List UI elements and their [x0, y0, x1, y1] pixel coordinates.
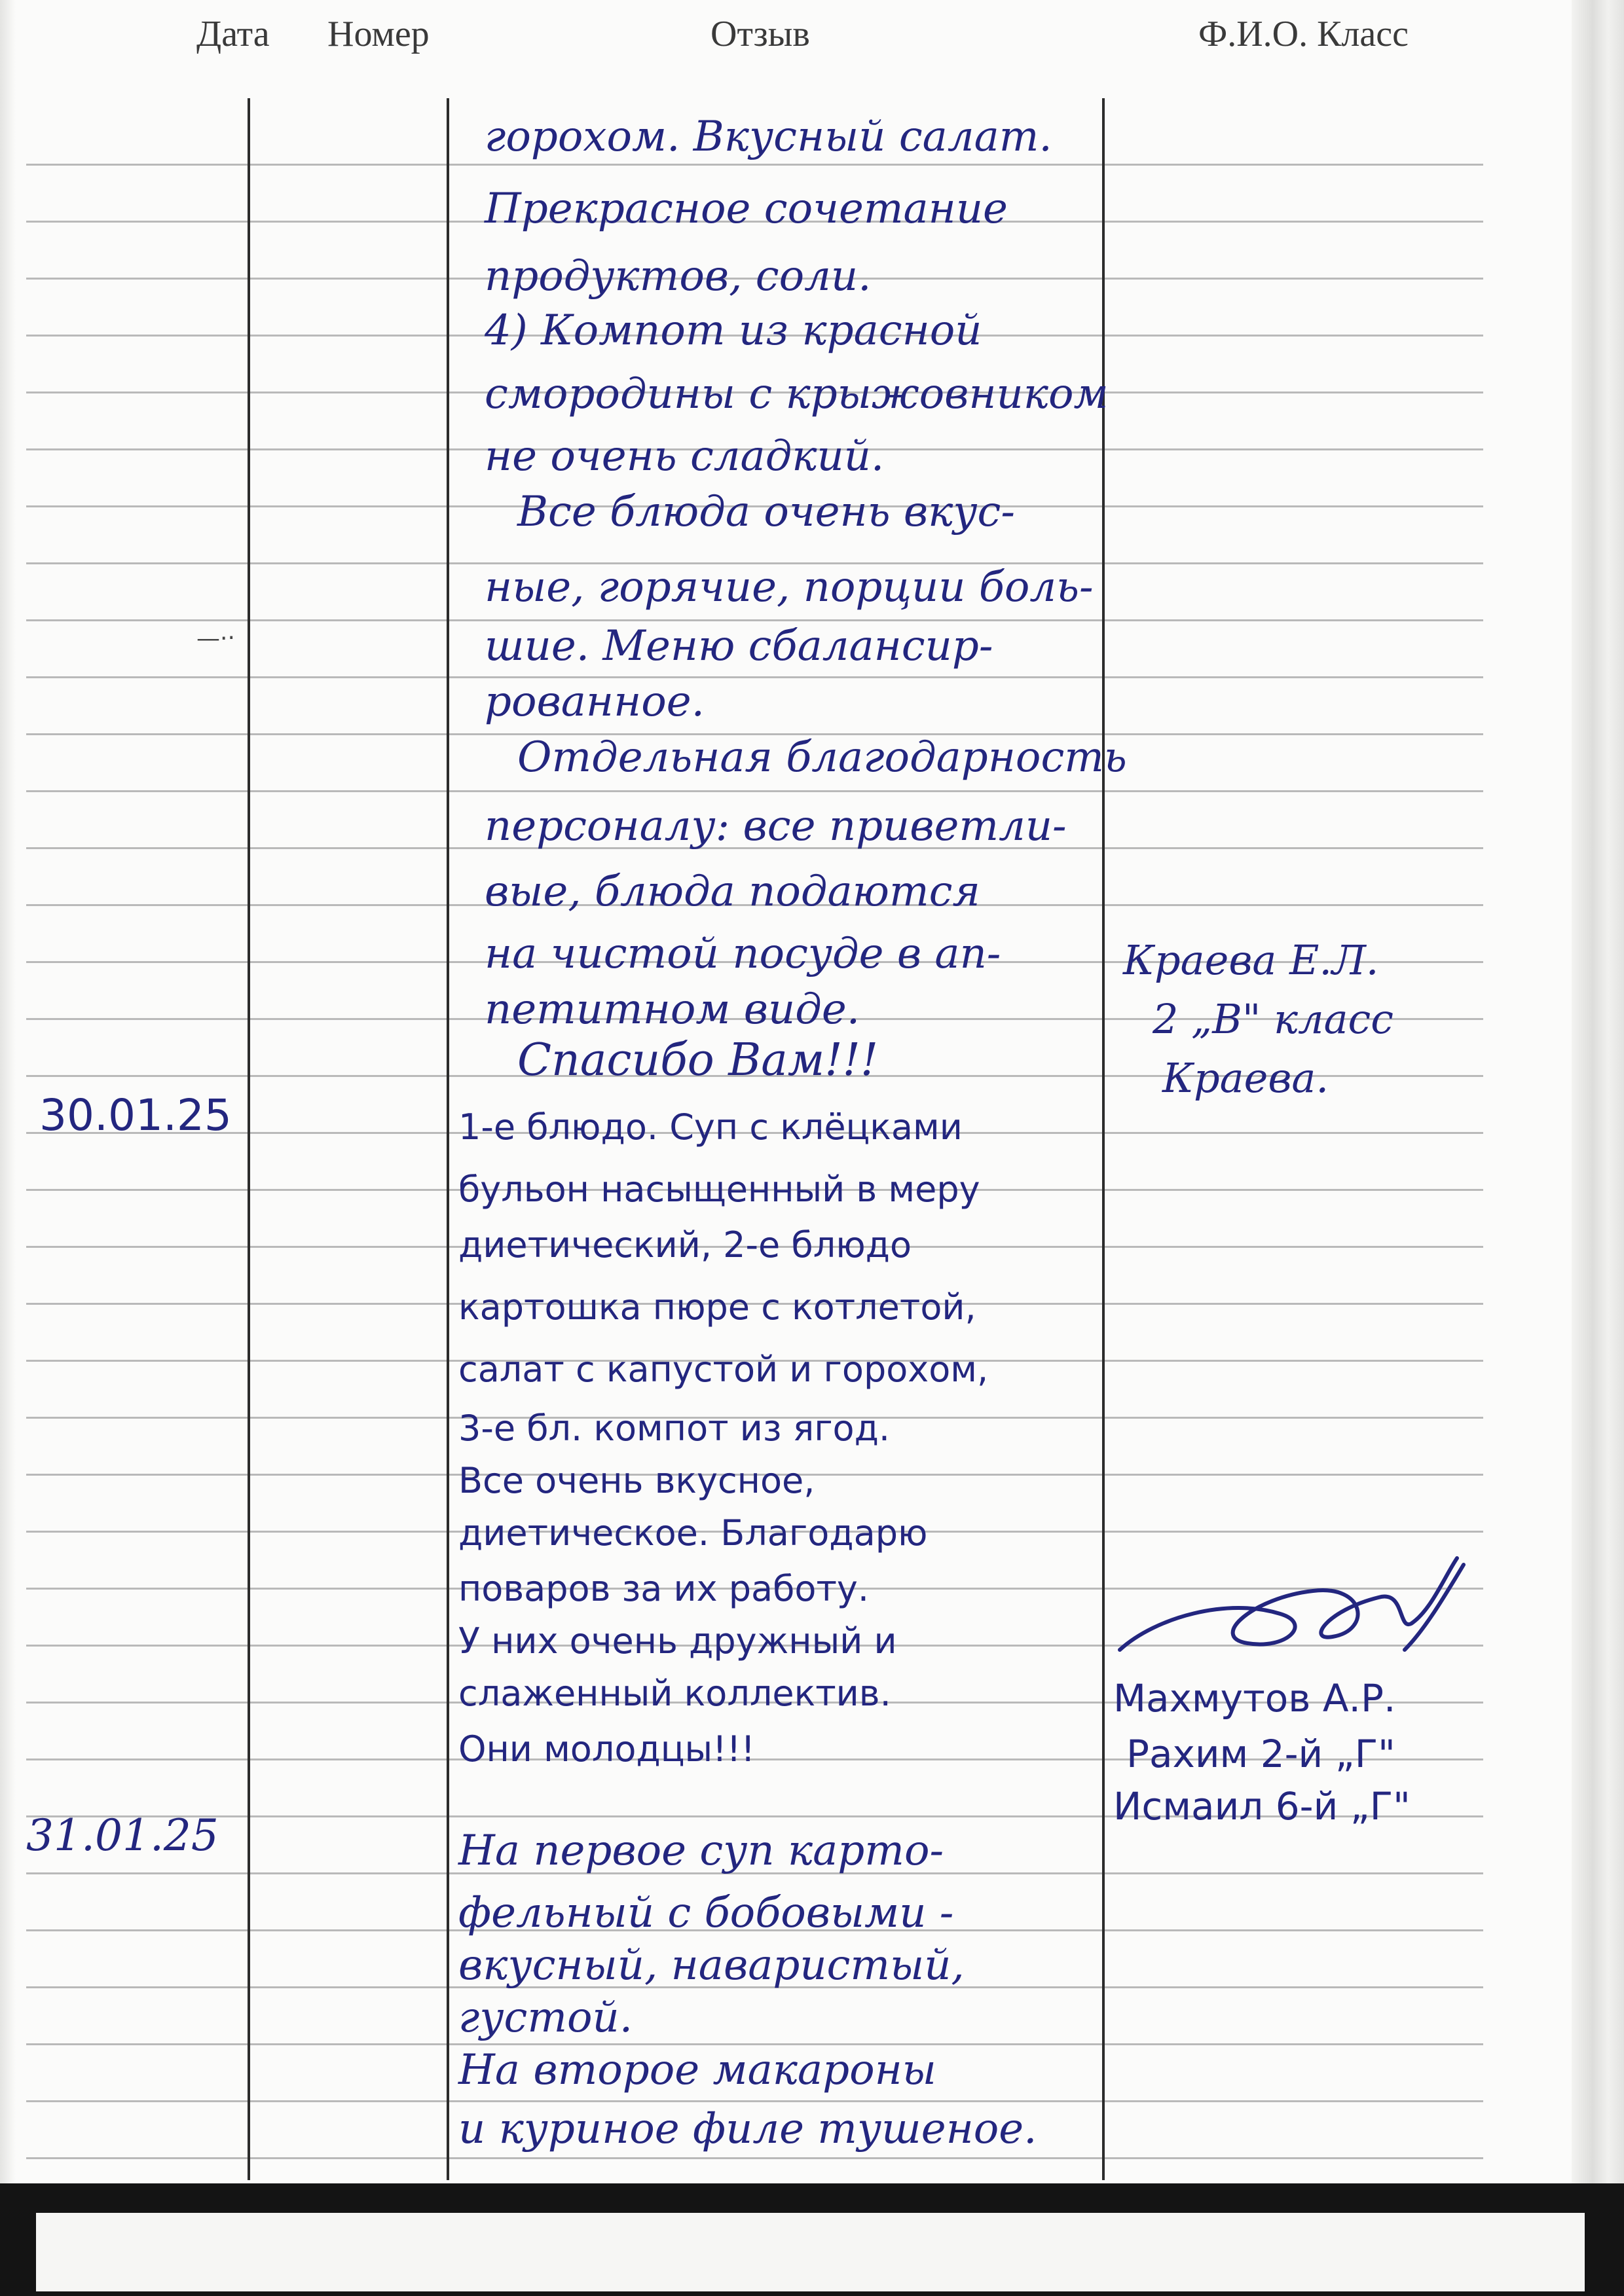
signer-line: Махмутов А.Р.: [1113, 1676, 1396, 1721]
review-line: 3-е бл. компот из ягод.: [458, 1408, 891, 1449]
entry-date: 30.01.25: [39, 1090, 232, 1140]
review-line: шие. Меню сбалансир-: [485, 622, 993, 670]
review-line: смородины с крыжовником: [485, 370, 1109, 418]
ruled-line: [26, 164, 1483, 166]
ruled-line: [26, 2043, 1483, 2045]
review-line: ные, горячие, порции боль-: [485, 563, 1094, 611]
review-line: продуктов, соли.: [485, 252, 872, 301]
review-line: Все очень вкусное,: [458, 1460, 815, 1501]
handwritten-signature-icon: [1116, 1552, 1483, 1676]
review-line: Спасибо Вам!!!: [517, 1034, 879, 1086]
review-line: на чистой посуде в ап-: [485, 930, 1001, 978]
review-line: фельный с бобовыми -: [458, 1889, 954, 1937]
header-review: Отзыв: [710, 14, 810, 54]
page-bottom-strip: [36, 2213, 1585, 2291]
page-left-edge: [0, 0, 16, 2187]
review-line: петитном виде.: [485, 985, 860, 1034]
signer-line: Краева.: [1162, 1054, 1329, 1102]
review-line: горохом. Вкусный салат.: [485, 113, 1052, 161]
review-line: У них очень дружный и: [458, 1620, 897, 1662]
column-divider-date: [248, 98, 250, 2180]
review-line: На второе макароны: [458, 2046, 936, 2094]
signer-line: Краева Е.Л.: [1123, 936, 1379, 984]
review-line: салат с капустой и горохом,: [458, 1349, 989, 1390]
entry-date: 31.01.25: [26, 1810, 219, 1861]
signer-line: 2 „В" класс: [1153, 995, 1393, 1043]
page-right-edge: [1572, 0, 1624, 2187]
review-line: персоналу: все приветли-: [485, 802, 1067, 850]
review-line: и куриное филе тушеное.: [458, 2105, 1037, 2153]
review-line: 1-е блюдо. Суп с клёцками: [458, 1106, 963, 1148]
review-line: 4) Компот из красной: [485, 306, 982, 355]
review-line: бульон насыщенный в меру: [458, 1169, 980, 1210]
signer-line: Рахим 2-й „Г": [1126, 1732, 1395, 1776]
column-divider-number: [447, 98, 449, 2180]
header-number: Номер: [327, 14, 430, 54]
review-line: поваров за их работу.: [458, 1568, 870, 1609]
review-line: Отдельная благодарность: [517, 733, 1127, 782]
ruled-line: [26, 790, 1483, 792]
review-line: густой.: [458, 1994, 633, 2042]
review-line: картошка пюре с котлетой,: [458, 1286, 976, 1328]
tick-mark-icon: —·‧: [196, 625, 235, 652]
review-line: вые, блюда подаются: [485, 867, 980, 916]
ruled-line: [26, 619, 1483, 621]
review-line: Прекрасное сочетание: [485, 185, 1008, 233]
review-line: не очень сладкий.: [485, 432, 885, 481]
review-line: Все блюда очень вкус-: [517, 488, 1015, 536]
signer-line: Исмаил 6-й „Г": [1113, 1784, 1411, 1829]
header-date: Дата: [196, 14, 270, 54]
ruled-line: [26, 676, 1483, 678]
review-line: Они молодцы!!!: [458, 1728, 756, 1770]
review-line: диетический, 2-е блюдо: [458, 1224, 912, 1266]
review-line: вкусный, наваристый,: [458, 1941, 965, 1990]
review-line: рованное.: [485, 678, 705, 726]
review-line: На первое суп карто-: [458, 1827, 944, 1875]
review-line: диетическое. Благодарю: [458, 1512, 928, 1554]
ruled-line: [26, 2157, 1483, 2159]
header-name-class: Ф.И.О. Класс: [1198, 14, 1409, 54]
ruled-line: [26, 2100, 1483, 2102]
review-line: слаженный коллектив.: [458, 1673, 891, 1714]
